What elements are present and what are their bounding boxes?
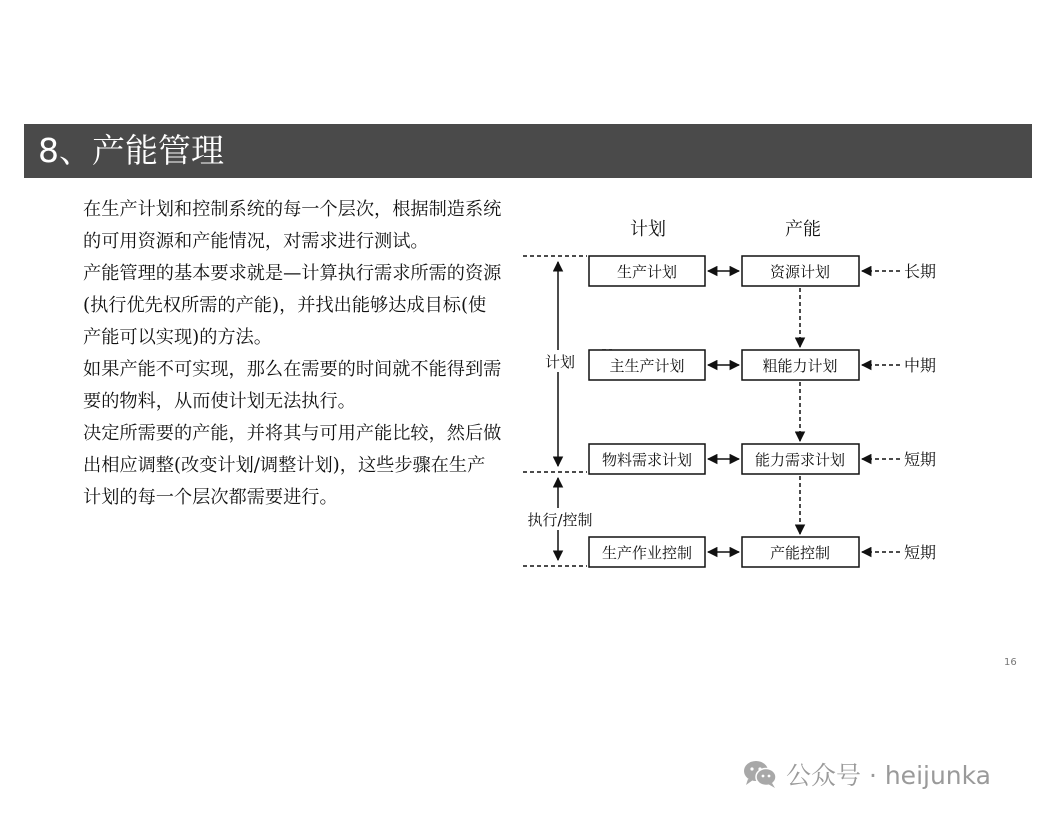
side-label-execution: 执行/控制 — [527, 511, 593, 529]
paragraph: 如果产能不可实现，那么在需要的时间就不能得到需要的物料，从而使计划无法执行。 — [83, 359, 502, 412]
horizon-label: 中期 — [904, 356, 937, 375]
body-text — [83, 194, 503, 514]
title-bar — [24, 124, 1032, 178]
box-label: 产能控制 — [769, 544, 831, 562]
paragraph: 在生产计划和控制系统的每一个层次，根据制造系统的可用资源和产能情况，对需求进行测试。 — [83, 199, 502, 252]
box-label: 主生产计划 — [609, 357, 685, 375]
horizon-label: 短期 — [904, 450, 937, 469]
watermark-text: 公众号 · heijunka — [786, 761, 992, 790]
horizon-label: 长期 — [904, 262, 937, 281]
wechat-icon — [742, 759, 778, 789]
paragraph: 产能管理的基本要求就是—计算执行需求所需的资源(执行优先权所需的产能)，并找出能够达成目标(使产能可以实现)的方法。 — [83, 263, 502, 348]
paragraph: 决定所需要的产能，并将其与可用产能比较，然后做出相应调整(改变计划/调整计划)，这些步骤在生产计划的每一个层次都需要进行。 — [83, 423, 502, 508]
box-label: 粗能力计划 — [762, 357, 838, 375]
slide-title: 8、产能管理 — [38, 131, 224, 170]
box-label: 资源计划 — [769, 263, 831, 281]
page-number: 16 — [1004, 657, 1017, 668]
box-label: 能力需求计划 — [754, 451, 846, 469]
header-capacity: 产能 — [785, 219, 821, 240]
capacity-planning-diagram — [510, 210, 950, 580]
box-label: 生产计划 — [616, 263, 678, 281]
header-plan: 计划 — [630, 219, 666, 240]
side-label-planning: 计划 — [544, 353, 576, 371]
horizon-label: 短期 — [904, 543, 937, 562]
watermark — [742, 756, 991, 792]
box-label: 生产作业控制 — [601, 544, 693, 562]
box-label: 物料需求计划 — [601, 451, 693, 469]
